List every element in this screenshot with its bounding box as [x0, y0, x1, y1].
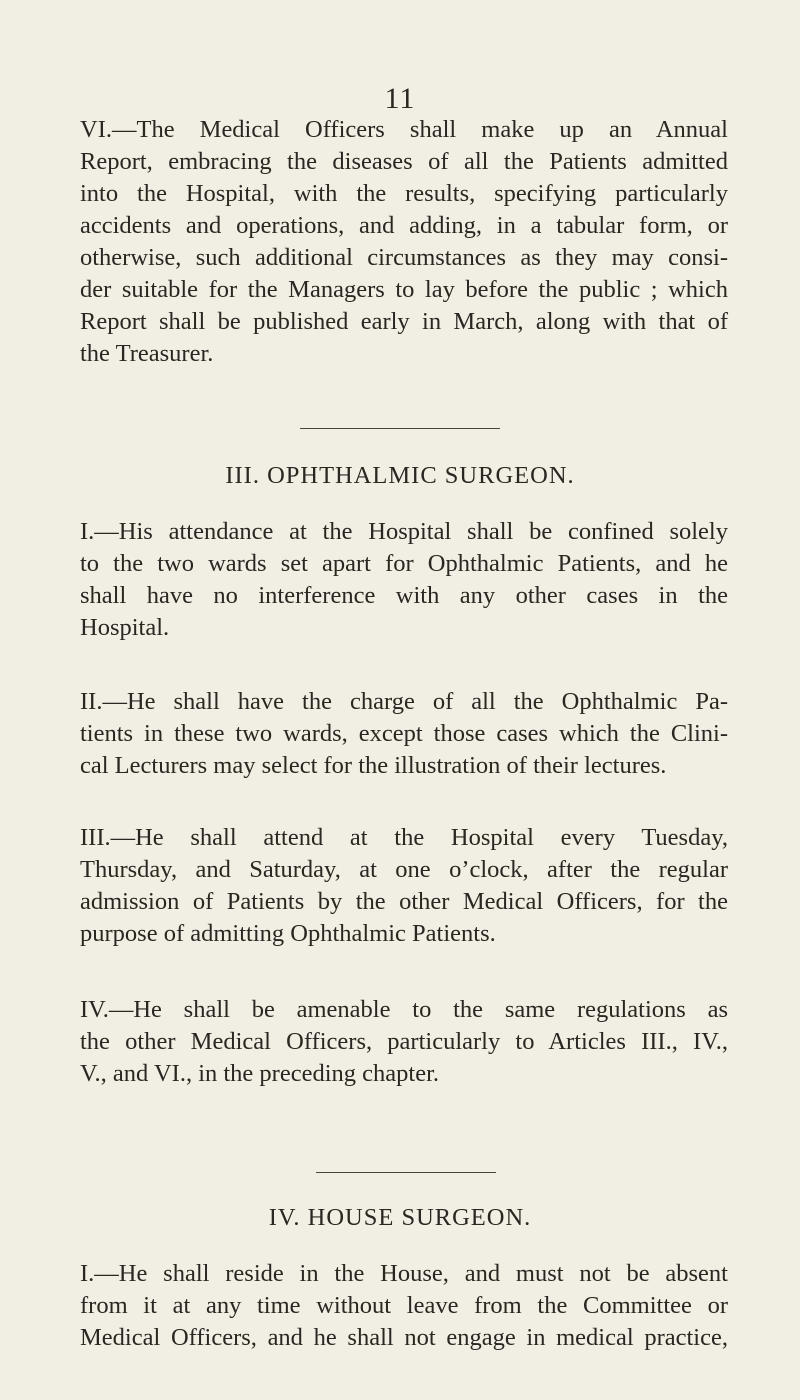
text-line: purpose of admitting Ophthalmic Patients. — [80, 920, 496, 947]
paragraph-vi-annual-report — [80, 114, 728, 370]
text-line: accidents and operations, and adding, in a tabular form, or — [80, 212, 728, 239]
text-line: Medical Officers, and he shall not engage in medical practice, — [80, 1324, 728, 1351]
text-line: from it at any time without leave from the Committee or — [80, 1292, 728, 1319]
text-line: IV.—He shall be amenable to the same regulations as — [80, 996, 728, 1023]
text-line: Report shall be published early in March, along with that of — [80, 308, 728, 335]
text-line: shall have no interference with any other cases in the — [80, 582, 728, 609]
paragraph-ophthalmic-i — [80, 516, 728, 644]
paragraph-ophthalmic-iii — [80, 822, 728, 950]
text-line: to the two wards set apart for Ophthalmic Patients, and he — [80, 550, 728, 577]
text-line: Hospital. — [80, 614, 170, 641]
section-divider — [300, 428, 500, 429]
text-line: III.—He shall attend at the Hospital every Tuesday, — [80, 824, 728, 851]
paragraph-house-surgeon-i — [80, 1258, 728, 1354]
text-line: cal Lecturers may select for the illustration of their lectures. — [80, 752, 667, 779]
text-line: VI.—The Medical Officers shall make up an Annual — [80, 116, 728, 143]
section-heading-ophthalmic: III. OPHTHALMIC SURGEON. — [225, 462, 575, 489]
text-line: the other Medical Officers, particularly to Articles III., IV., — [80, 1028, 728, 1055]
text-line: into the Hospital, with the results, specifying particularly — [80, 180, 728, 207]
text-line: the Treasurer. — [80, 340, 214, 367]
text-line: Thursday, and Saturday, at one o’clock, after the regular — [80, 856, 728, 883]
page-number: 11 — [384, 82, 416, 115]
text-line: I.—His attendance at the Hospital shall be confined solely — [80, 518, 728, 545]
text-line: Report, embracing the diseases of all the Patients admitted — [80, 148, 728, 175]
section-heading-house-surgeon: IV. HOUSE SURGEON. — [268, 1204, 532, 1231]
paragraph-ophthalmic-iv — [80, 994, 728, 1090]
section-divider — [316, 1172, 496, 1173]
paragraph-ophthalmic-ii — [80, 686, 728, 782]
text-line: der suitable for the Managers to lay before the public ; which — [80, 276, 728, 303]
text-line: otherwise, such additional circumstances as they may consi- — [80, 244, 728, 271]
text-line: tients in these two wards, except those cases which the Clini- — [80, 720, 728, 747]
text-line: admission of Patients by the other Medical Officers, for the — [80, 888, 728, 915]
text-line: V., and VI., in the preceding chapter. — [80, 1060, 440, 1087]
text-line: I.—He shall reside in the House, and must not be absent — [80, 1260, 728, 1287]
text-line: II.—He shall have the charge of all the Ophthalmic Pa- — [80, 688, 728, 715]
